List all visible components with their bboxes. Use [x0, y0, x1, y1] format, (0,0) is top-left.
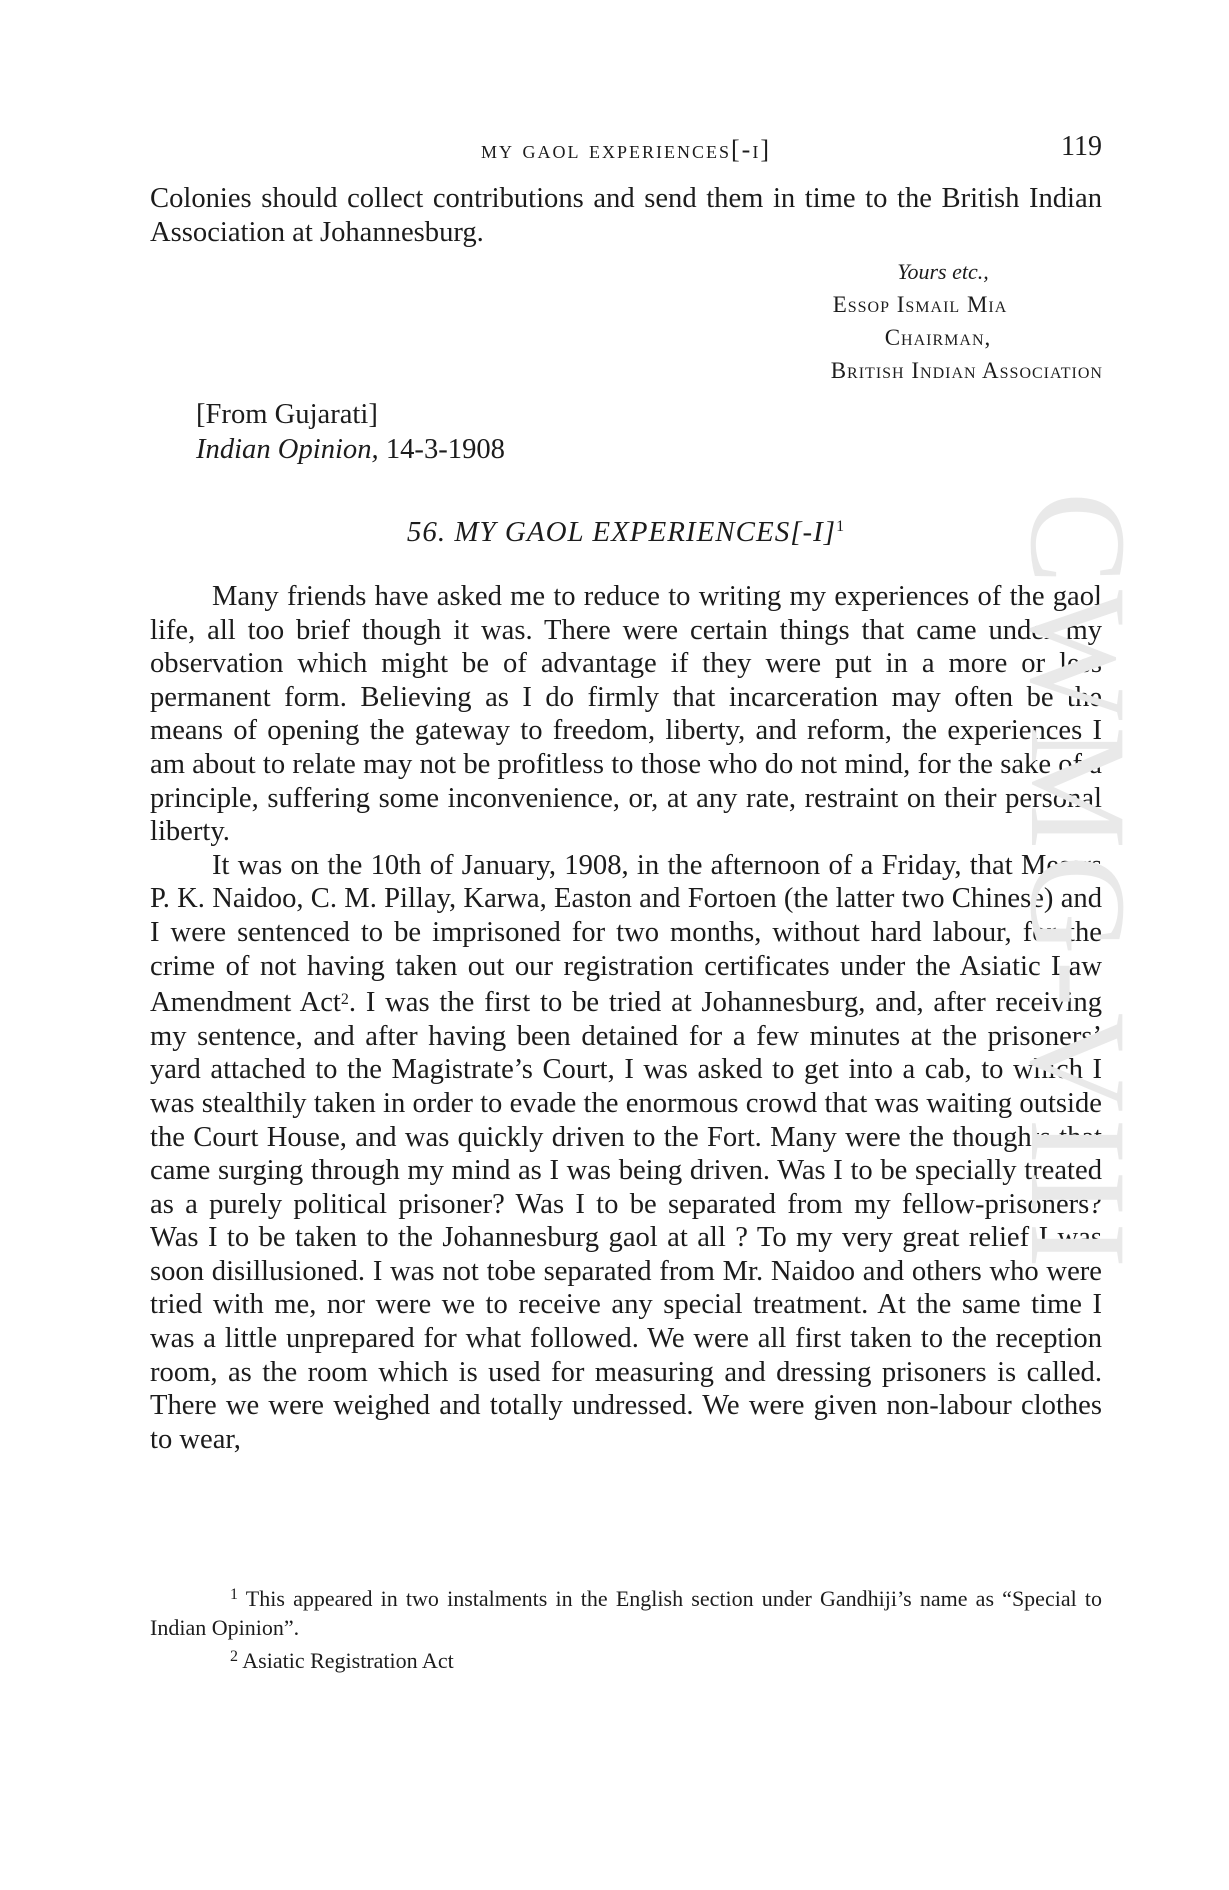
paragraph-2-rest: . I was the first to be tried at Johannesburg, and, after receiving my sentence, and after having been detained for a few minutes at the prisoners’ yard attached to the Magistrate’s Court, I was asked to get into a cab, to which I was stealthily taken in order to evade the enormous crowd that was waiting outside the Court House, and was quickly driven to the Fort. Many were the thoughts that came surging through my mind as I was being driven. Was I to be specially treated as a purely political prisoner? Was I to be separated from my fellow-prisoners? Was I to be taken to the Johannesburg gaol at all ? To my very great relief I was soon disillusioned. I was not tobe separated from Mr. Naidoo and others who were tried with me, nor were we to receive any special treatment. At the same time I was a little unprepared for what followed. We were all first taken to the reception room, as the room which is used for measuring and dressing prisoners is called. There we were weighed and totally undressed. We were given non-labour clothes to wear,: [150, 987, 1102, 1455]
watermark-text: CWMG-VIII: [1002, 492, 1155, 1275]
paragraph-2: [150, 849, 1102, 1457]
running-title: my gaol experiences[-i]: [481, 135, 771, 164]
footnote-2-text: Asiatic Registration Act: [238, 1648, 454, 1673]
signature-name: Essop Ismail Mia: [832, 292, 1008, 317]
footnote-1-mark: 1: [230, 1586, 238, 1603]
opening-paragraph: [150, 182, 1102, 249]
body-text: [150, 580, 1102, 1456]
footnote-2-mark: 2: [230, 1648, 238, 1665]
chapter-title: MY GAOL EXPERIENCES[-I]: [454, 516, 837, 548]
chapter-number: 56.: [406, 516, 447, 548]
footnote-2: [150, 1642, 1102, 1675]
heading-footnote-mark: 1: [836, 518, 846, 535]
opening-paragraph-text: Colonies should collect contributions and send them in time to the British Indian Association at Johannesburg.: [150, 183, 1102, 248]
source-publication: Indian Opinion,: [196, 434, 379, 465]
signature-closing: Yours etc.,: [897, 259, 989, 284]
source-date: 14-3-1908: [378, 434, 505, 465]
source-citation: [196, 434, 505, 466]
signature-block: [603, 255, 1103, 387]
footnote-1-text: This appeared in two instalments in the English section under Gandhiji’s name as “Special to Indian Opinion”.: [150, 1586, 1102, 1640]
source-translation-note: [From Gujarati]: [196, 399, 378, 430]
watermark: [1002, 492, 1168, 1392]
paragraph-1: Many friends have asked me to reduce to writing my experiences of the gaol life, all too brief though it was. There were certain things that came under my observation which might be of advantage if they were put in a more or less permanent form. Believing as I do firmly that incarceration may often be the means of opening the gateway to freedom, liberty, and reform, the experiences I am about to relate may not be profitless to those who do not mind, for the sake of a principle, suffering some inconvenience, or, at any rate, restraint on their personal liberty.: [150, 581, 1102, 848]
chapter-heading: [150, 516, 1102, 549]
signature-title: Chairman,: [884, 325, 992, 350]
page-number: 119: [1061, 131, 1102, 162]
footnotes: [150, 1580, 1102, 1675]
inline-footnote-mark: 2: [340, 991, 349, 1009]
footnote-1: [150, 1580, 1102, 1642]
running-head: [150, 131, 1102, 171]
paragraph-2-start: It was on the 10th of January, 1908, in the afternoon of a Friday, that Messrs P. K. Naidoo, C. M. Pillay, Karwa, Easton and Fortoen (the latter two Chinese) and I were sentenced to be imprisoned for two months, without hard labour, for the crime of not having taken out our registration certificates under the Asiatic Law Amendment Act: [150, 849, 1102, 1019]
signature-organization: British Indian Association: [830, 358, 1103, 383]
